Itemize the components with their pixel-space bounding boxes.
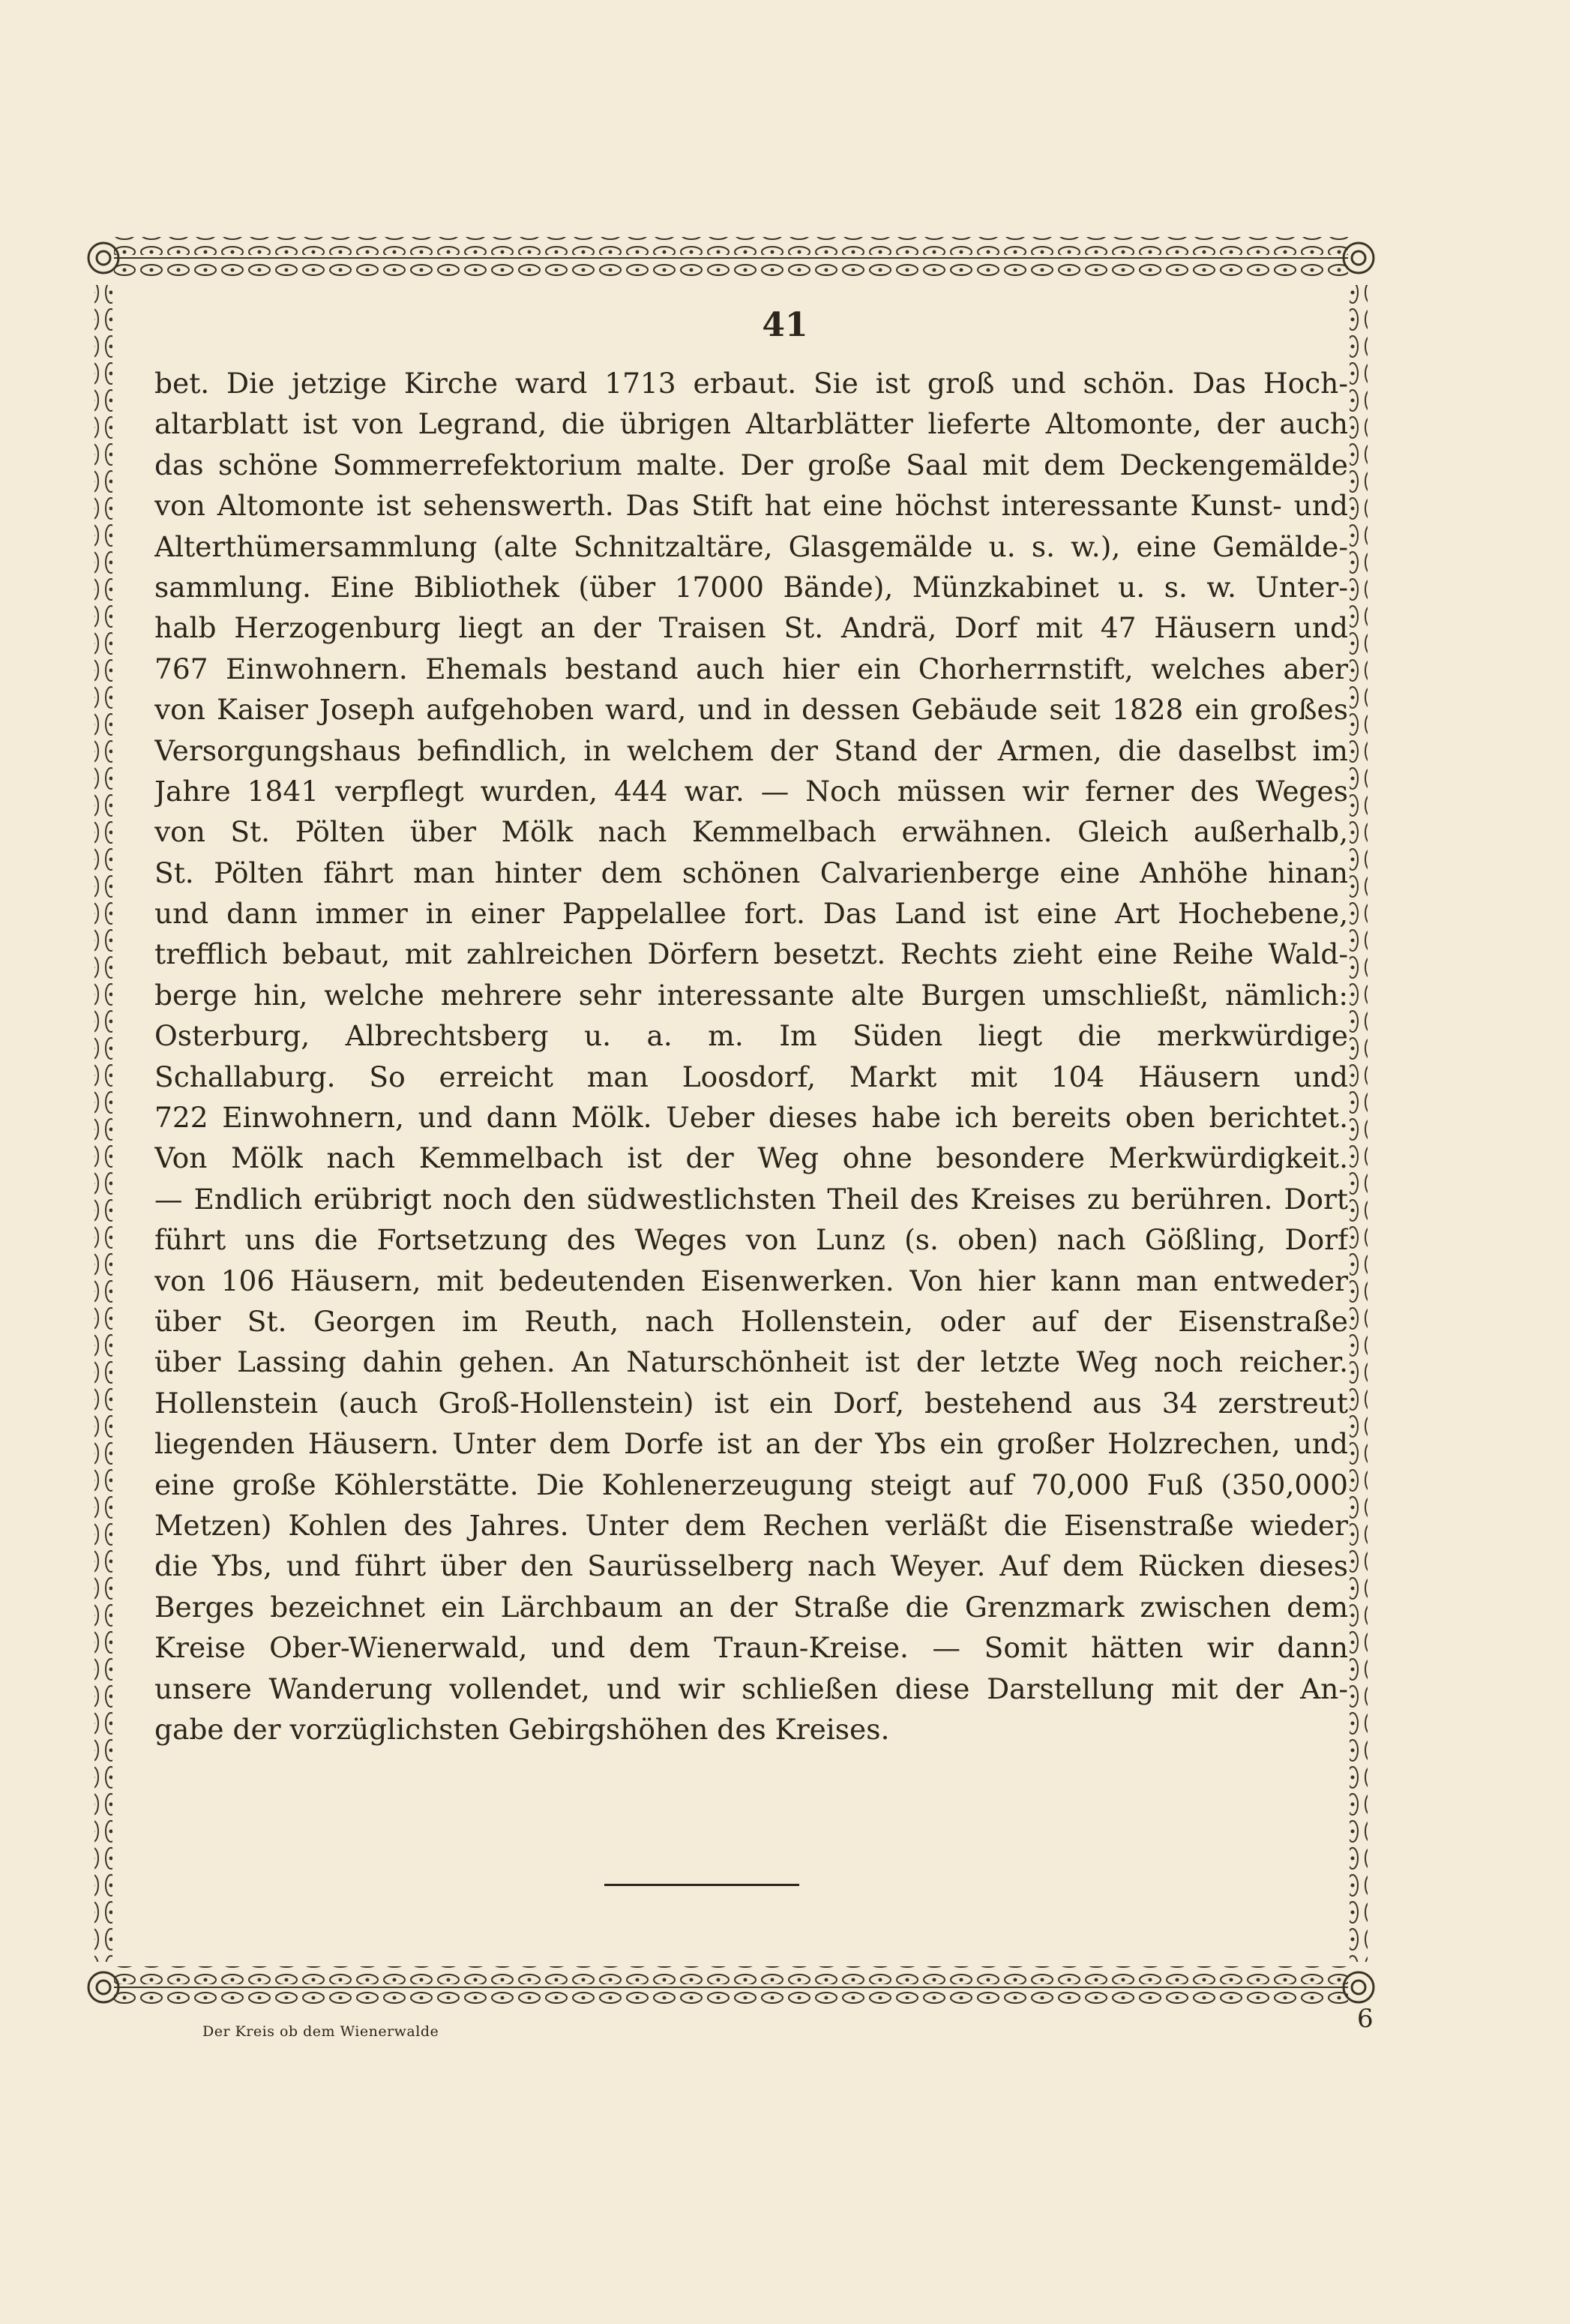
text-line: von Altomonte ist sehenswerth. Das Stift hat eine höchst interessante Kunst- und [154, 489, 1348, 523]
text-line: Jahre 1841 verpflegt wurden, 444 war. — Noch müssen wir ferner des Weges [154, 774, 1348, 808]
text-line: Hollenstein (auch Groß-Hollenstein) ist ein Dorf, bestehend aus 34 zerstreut [154, 1386, 1348, 1420]
text-line: 767 Einwohnern. Ehemals bestand auch hier ein Chorherrnstift, welches aber [154, 652, 1348, 685]
text-line: von Kaiser Joseph aufgehoben ward, und in dessen Gebäude seit 1828 ein großes [154, 693, 1348, 727]
text-line: Metzen) Kohlen des Jahres. Unter dem Rechen verläßt die Eisenstraße wieder [154, 1508, 1348, 1542]
text-line: 722 Einwohnern, und dann Mölk. Ueber dieses habe ich bereits oben berichtet. [154, 1101, 1348, 1135]
text-line: das schöne Sommerrefektorium malte. Der große Saal mit dem Deckengemälde [154, 448, 1348, 481]
text-line: die Ybs, und führt über den Saurüsselberg nach Weyer. Auf dem Rücken dieses [154, 1549, 1348, 1583]
sheet-number: 6 [1357, 2004, 1374, 2034]
text-line: Versorgungshaus befindlich, in welchem der Stand der Armen, die daselbst im [154, 733, 1348, 767]
text-line: führt uns die Fortsetzung des Weges von Lunz (s. oben) nach Gößling, Dorf [154, 1223, 1348, 1257]
text-line: Osterburg, Albrechtsberg u. a. m. Im Süden liegt die merkwürdige [154, 1019, 1348, 1053]
text-line: eine große Köhlerstätte. Die Kohlenerzeugung steigt auf 70,000 Fuß (350,000 [154, 1468, 1348, 1501]
text-line: gabe der vorzüglichsten Gebirgshöhen des Kreises. [154, 1712, 890, 1746]
text-line: über Lassing dahin gehen. An Naturschönheit ist der letzte Weg noch reicher. [154, 1345, 1348, 1379]
text-line: berge hin, welche mehrere sehr interessante alte Burgen umschließt, nämlich: [154, 978, 1348, 1012]
text-line: — Endlich erübrigt noch den südwestlichsten Theil des Kreises zu berühren. Dort [154, 1182, 1348, 1216]
footer-signature: Der Kreis ob dem Wienerwalde [202, 2023, 439, 2040]
closing-rule [604, 1884, 799, 1886]
text-line: trefflich bebaut, mit zahlreichen Dörfern besetzt. Rechts zieht eine Reihe Wald- [154, 937, 1348, 971]
text-line: Alterthümersammlung (alte Schnitzaltäre, Glasgemälde u. s. w.), eine Gemälde- [154, 529, 1348, 563]
text-line: Von Mölk nach Kemmelbach ist der Weg ohne besondere Merkwürdigkeit. [154, 1141, 1348, 1175]
text-line: Schallaburg. So erreicht man Loosdorf, Markt mit 104 Häusern und [154, 1060, 1348, 1093]
text-line: und dann immer in einer Pappelallee fort. Das Land ist eine Art Hochebene, [154, 897, 1348, 931]
text-line: von St. Pölten über Mölk nach Kemmelbach erwähnen. Gleich außerhalb, [154, 815, 1348, 849]
text-line: unsere Wanderung vollendet, und wir schließen diese Darstellung mit der An- [154, 1672, 1348, 1705]
text-line: liegenden Häusern. Unter dem Dorfe ist an der Ybs ein großer Holzrechen, und [154, 1427, 1348, 1461]
text-line: Berges bezeichnet ein Lärchbaum an der Straße die Grenzmark zwischen dem [154, 1590, 1348, 1624]
text-line: halb Herzogenburg liegt an der Traisen St. Andrä, Dorf mit 47 Häusern und [154, 611, 1348, 645]
text-line: über St. Georgen im Reuth, nach Hollenstein, oder auf der Eisenstraße [154, 1304, 1348, 1338]
text-line: sammlung. Eine Bibliothek (über 17000 Bände), Münzkabinet u. s. w. Unter- [154, 570, 1348, 604]
text-line: von 106 Häusern, mit bedeutenden Eisenwerken. Von hier kann man entweder [154, 1264, 1348, 1297]
text-line: St. Pölten fährt man hinter dem schönen Calvarienberge eine Anhöhe hinan [154, 856, 1348, 889]
text-line: bet. Die jetzige Kirche ward 1713 erbaut. Sie ist groß und schön. Das Hoch- [154, 367, 1348, 400]
page-number: 41 [762, 306, 808, 344]
body-text [154, 363, 1348, 1750]
text-line: altarblatt ist von Legrand, die übrigen Altarblätter lieferte Altomonte, der auch [154, 407, 1348, 441]
text-line: Kreise Ober-Wienerwald, und dem Traun-Kreise. — Somit hätten wir dann [154, 1631, 1348, 1665]
